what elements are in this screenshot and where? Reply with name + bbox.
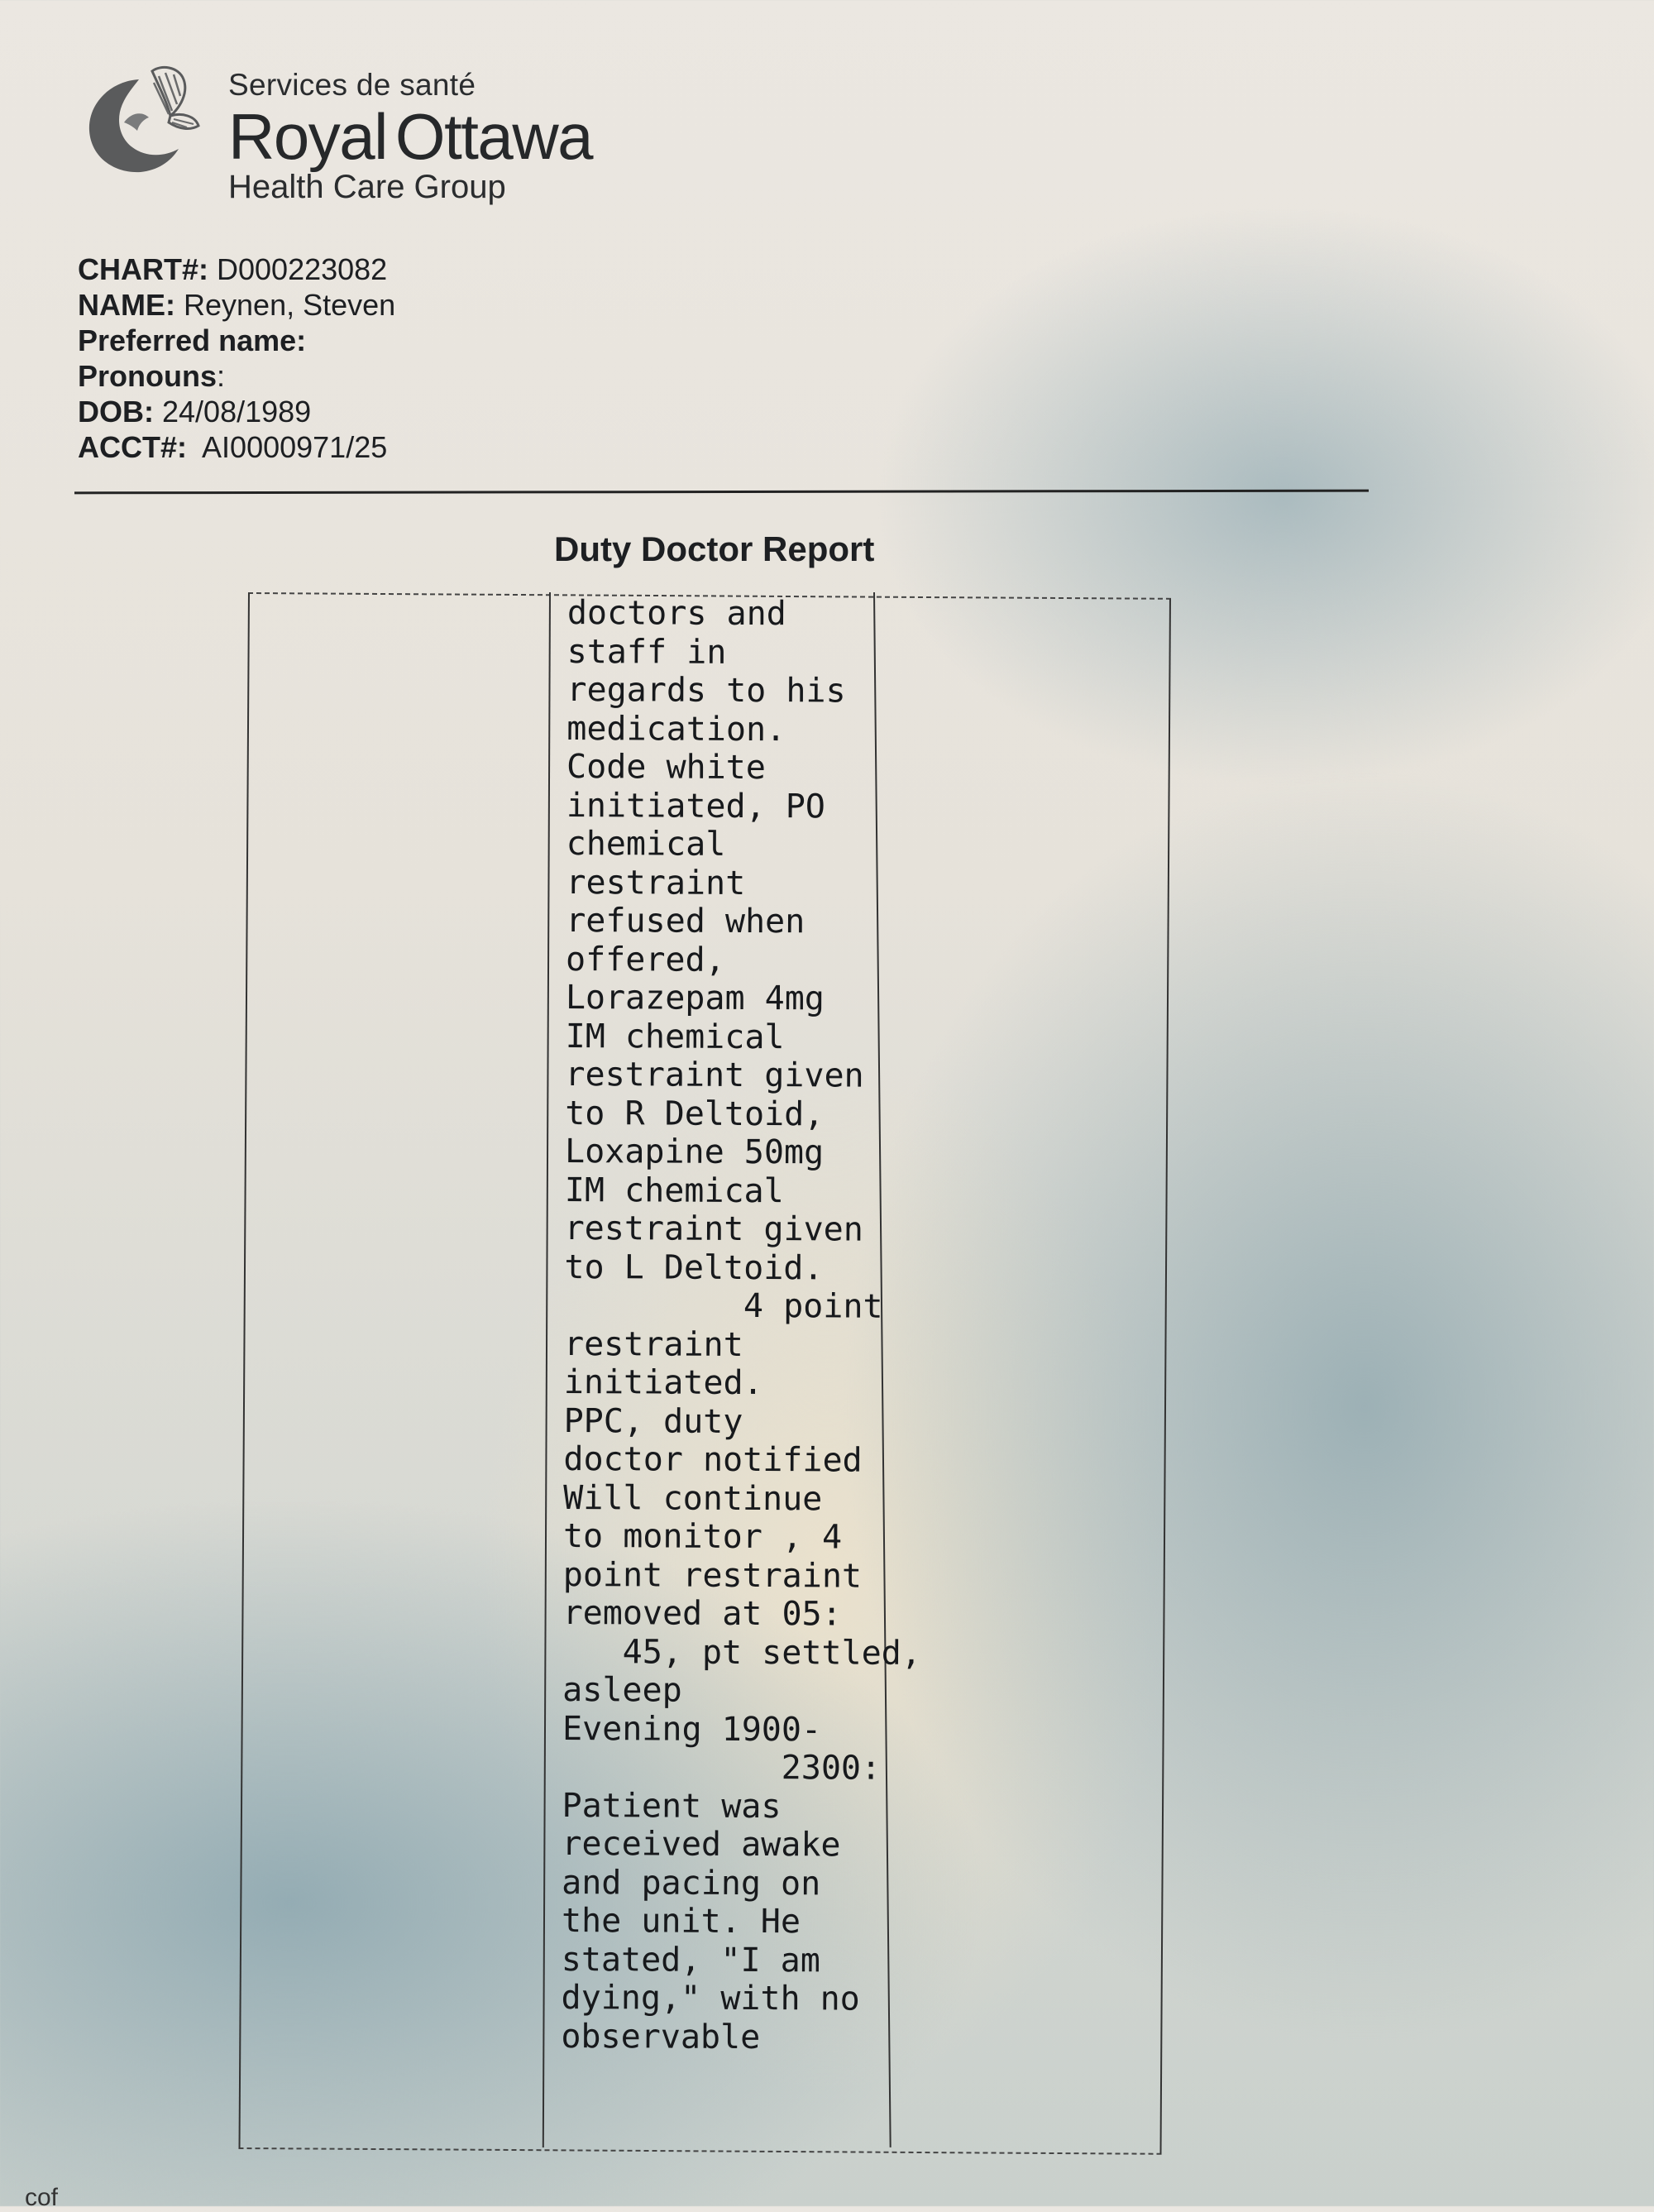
pronouns-label: Pronouns xyxy=(78,359,217,393)
preferred-name-row xyxy=(78,323,395,358)
report-note-line: restraint xyxy=(566,863,746,903)
name-row xyxy=(78,287,395,323)
name-value: Reynen, Steven xyxy=(184,288,396,322)
account-row xyxy=(78,429,395,465)
org-french-name: Services de santé xyxy=(228,68,476,102)
report-note-line: Will continue xyxy=(563,1478,823,1518)
report-note-line: and pacing on xyxy=(562,1863,821,1903)
report-note-line: initiated. xyxy=(563,1362,763,1403)
report-note-line: doctors and xyxy=(566,594,786,634)
report-note-line: received awake xyxy=(562,1824,841,1865)
report-note-line: initiated, PO xyxy=(566,786,826,826)
report-note-line: Code white xyxy=(566,747,767,788)
dob-label: DOB: xyxy=(78,395,154,429)
report-title: Duty Doctor Report xyxy=(554,529,875,568)
org-name-ottawa: Ottawa xyxy=(394,100,593,173)
royal-ottawa-logo-icon xyxy=(81,65,205,180)
pronouns-value: : xyxy=(217,359,226,393)
report-note-line: dying," with no xyxy=(561,1978,860,2018)
report-note-line: to L Deltoid. xyxy=(564,1247,824,1287)
report-note-line: Loxapine 50mg xyxy=(564,1132,825,1172)
dob-row xyxy=(78,394,395,429)
pronouns-row xyxy=(78,358,395,394)
report-note-line: offered, xyxy=(565,940,725,979)
patient-info-block xyxy=(78,251,395,465)
report-note-line: doctor notified xyxy=(563,1439,863,1480)
name-label: NAME: xyxy=(78,288,175,322)
report-note-text xyxy=(561,594,922,2057)
report-note-line: point restraint xyxy=(562,1555,863,1596)
report-note-line: 45, pt settled, xyxy=(562,1632,922,1673)
report-note-line: Lorazepam 4mg xyxy=(565,978,825,1018)
report-note-line: medication. xyxy=(566,709,786,749)
report-note-line: IM chemical xyxy=(565,1017,785,1056)
report-note-line: 4 point xyxy=(564,1286,883,1326)
report-note-line: to R Deltoid, xyxy=(565,1094,825,1133)
report-note-line: restraint given xyxy=(564,1209,863,1249)
report-note-line: refused when xyxy=(566,901,805,941)
preferred-name-label: Preferred name: xyxy=(78,323,307,357)
report-note-line: stated, "I am xyxy=(561,1940,820,1980)
report-note-line: 2300: xyxy=(562,1747,882,1788)
chart-value: D000223082 xyxy=(217,252,388,286)
report-note-line: asleep xyxy=(562,1670,682,1710)
report-note-line: staff in xyxy=(566,632,727,672)
account-value: AI0000971/25 xyxy=(202,430,388,464)
report-note-line: Evening 1900- xyxy=(562,1709,822,1749)
report-note-line: restraint given xyxy=(565,1055,864,1095)
report-note-line: regards to his xyxy=(566,670,846,711)
organization-brand xyxy=(228,68,592,206)
org-subtitle: Health Care Group xyxy=(228,169,506,205)
report-note-line: restraint xyxy=(563,1324,743,1364)
report-note-line: the unit. He xyxy=(561,1901,801,1941)
header-divider xyxy=(74,490,1369,495)
page-corner-text: cof xyxy=(25,2184,59,2211)
chart-label: CHART#: xyxy=(78,252,208,286)
chart-number-row xyxy=(78,251,395,287)
org-name-royal: Royal xyxy=(228,100,387,173)
report-note-line: chemical xyxy=(566,824,726,864)
report-note-line: IM chemical xyxy=(564,1171,784,1210)
report-note-line: PPC, duty xyxy=(563,1401,743,1441)
dob-value: 24/08/1989 xyxy=(162,395,312,429)
report-note-line: observable xyxy=(561,2017,761,2056)
report-note-line: Patient was xyxy=(562,1786,782,1826)
account-label: ACCT#: xyxy=(78,430,187,464)
report-note-line: to monitor , 4 xyxy=(562,1516,843,1557)
org-name xyxy=(228,101,592,172)
report-note-line: removed at 05: xyxy=(562,1593,842,1634)
